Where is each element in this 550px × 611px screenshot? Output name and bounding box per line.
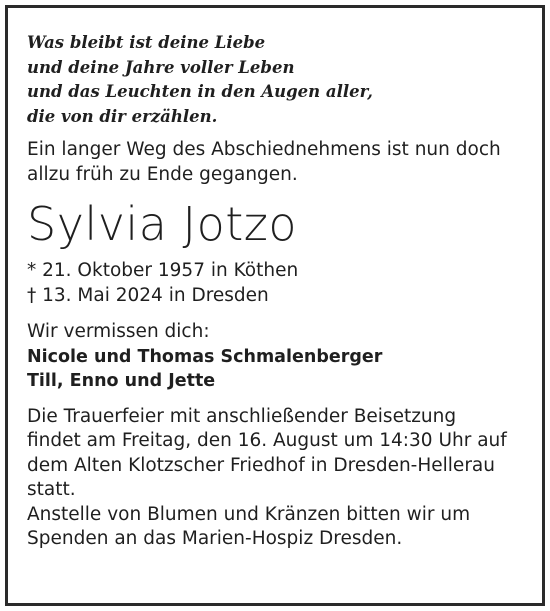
poem-line: Was bleibt ist deine Liebe (27, 33, 266, 52)
funeral-line: Spenden an das Marien-Hospiz Dresden. (27, 528, 403, 549)
intro-line: Ein langer Weg des Abschiednehmens ist nun doch (27, 139, 501, 160)
intro-line: allzu früh zu Ende gegangen. (27, 163, 298, 185)
funeral-line: statt. (27, 479, 76, 500)
poem-line: die von dir erzählen. (27, 106, 218, 126)
intro-text (27, 138, 527, 187)
birth-date: * 21. Oktober 1957 in Köthen (27, 260, 299, 281)
mourner-names: Till, Enno und Jette (27, 371, 216, 391)
funeral-line: findet am Freitag, den 16. August um 14:30 Uhr auf (27, 430, 507, 451)
poem (27, 31, 527, 129)
death-date: † 13. Mai 2024 in Dresden (27, 284, 269, 306)
obituary-content (27, 31, 527, 552)
funeral-line: Anstelle von Blumen und Kränzen bitten wir um (27, 503, 471, 525)
funeral-line: dem Alten Klotzscher Friedhof in Dresden-Hellerau (27, 454, 495, 476)
mourners (27, 320, 527, 394)
poem-line: und das Leuchten in den Augen aller, (27, 82, 373, 101)
deceased-name: Sylvia Jotzo (27, 197, 298, 251)
poem-line: und deine Jahre voller Leben (27, 57, 295, 77)
mourners-intro: Wir vermissen dich: (27, 321, 210, 342)
funeral-info (27, 405, 527, 552)
funeral-line: Die Trauerfeier mit anschließender Beisetzung (27, 405, 457, 427)
life-dates (27, 259, 527, 308)
mourner-names: Nicole und Thomas Schmalenberger (27, 346, 383, 367)
